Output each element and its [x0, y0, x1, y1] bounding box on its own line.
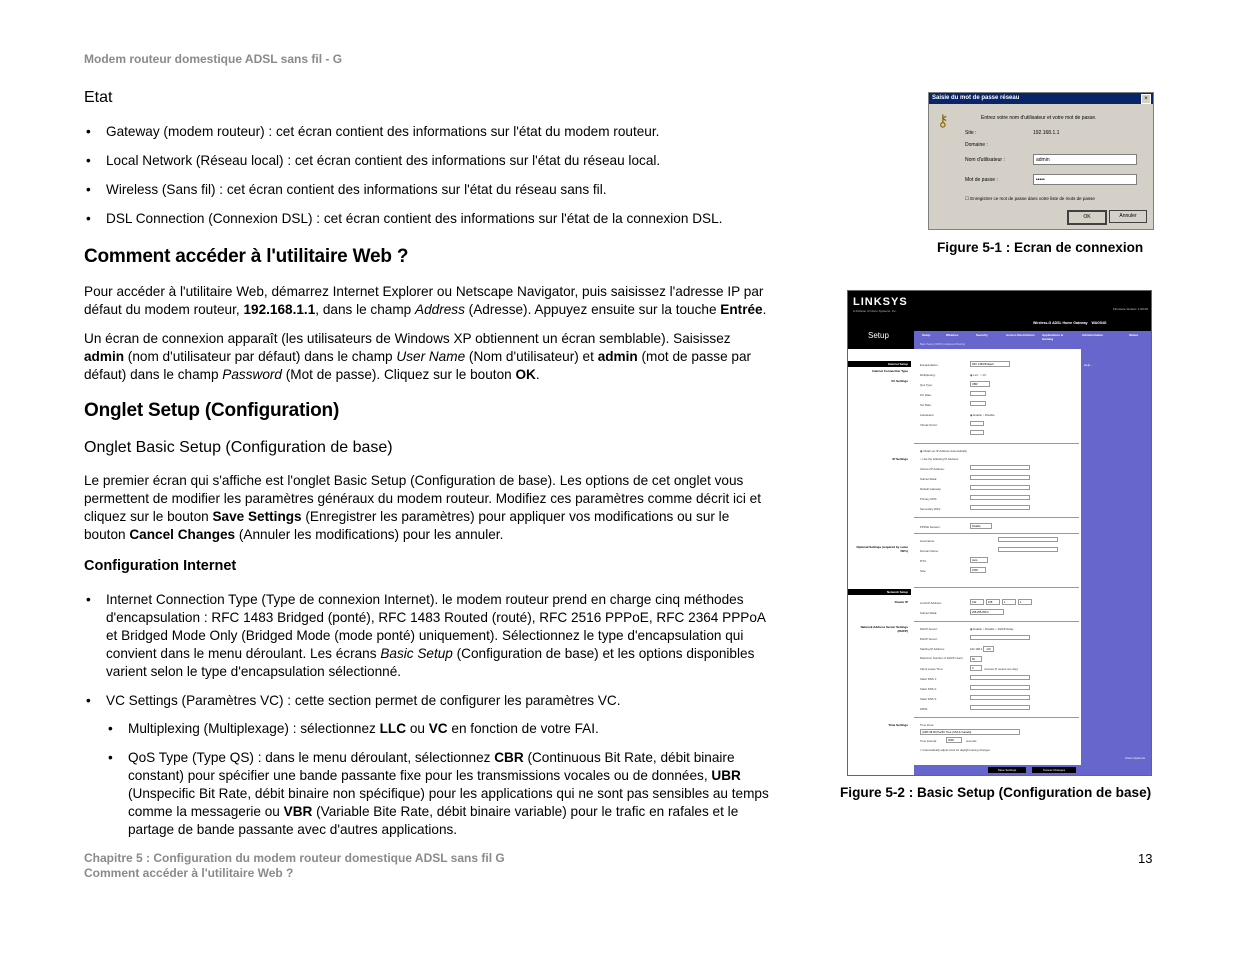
text-run: . — [535, 367, 540, 382]
field-primary-dns: Primary DNS: — [920, 497, 938, 501]
field-local-ip: Local IP Address: — [920, 601, 942, 605]
text-run: (Nom d'utilisateur) et — [465, 349, 598, 364]
divider — [914, 443, 1079, 444]
bullet-vc-settings: • VC Settings (Paramètres VC) : cette section permet de configurer les paramètres VC. — [84, 692, 774, 710]
host-name-input[interactable] — [998, 537, 1058, 542]
field-pppoe-session: PPPoE Session: — [920, 525, 941, 529]
divider — [914, 621, 1079, 622]
scr-rate-input[interactable] — [970, 401, 986, 406]
field-subnet-mask: Subnet Mask: — [920, 477, 938, 481]
field-pcr-rate: Pcr Rate: — [920, 393, 932, 397]
tab-status[interactable]: Status — [1129, 333, 1139, 337]
section-network-setup: Network Setup — [848, 589, 911, 595]
starting-ip-input[interactable]: 100 — [983, 646, 994, 652]
dialog-prompt: Entrez votre nom d'utilisateur et votre mot de passe. — [981, 115, 1097, 121]
divider — [914, 717, 1079, 718]
figure-2-caption: Figure 5-2 : Basic Setup (Configuration de base) — [840, 785, 1152, 800]
auto-clock-checkbox[interactable]: ☐ Automatically adjust clock for daylight saving changes — [920, 748, 990, 752]
local-ip-octet-4[interactable]: 1 — [1018, 599, 1032, 605]
bullet-qos-type — [106, 749, 774, 839]
field-host-name: Host Name: — [920, 539, 935, 543]
option-cbr: CBR — [494, 750, 524, 765]
field-domain-name: Domain Name: — [920, 549, 939, 553]
option-llc: LLC — [379, 721, 407, 736]
lease-time-input[interactable]: 0 — [970, 665, 982, 671]
username-label: Nom d'utilisateur : — [965, 157, 1005, 163]
internet-config-heading: Configuration Internet — [84, 558, 237, 574]
default-ip-address: 192.168.1.1 — [243, 302, 316, 317]
password-label: Mot de passe : — [965, 177, 998, 183]
label-connection-type: Internet Connection Type — [872, 369, 908, 373]
setup-nav-bar — [848, 319, 1151, 349]
text-run: Multiplexing (Multiplexage) : sélectionnez — [128, 721, 380, 736]
key-icon: ⚷ — [937, 113, 949, 130]
bullet-connection-type — [84, 591, 774, 681]
max-users-input[interactable]: 50 — [970, 656, 982, 662]
field-size: Size: — [920, 569, 927, 573]
setup-header — [848, 291, 1151, 319]
password-input[interactable]: ••••• — [1033, 174, 1137, 185]
field-name-password: Password — [222, 367, 282, 382]
username-input[interactable]: admin — [1033, 154, 1137, 165]
subnet-mask-input[interactable] — [970, 475, 1030, 480]
text-run: Un écran de connexion apparaît (les utilisateurs de Windows XP obtiennent un écran semblable). Saisissez — [84, 331, 731, 346]
figure-1-caption: Figure 5-1 : Ecran de connexion — [937, 240, 1144, 255]
text-run: (Unspecific Bit Rate, débit binaire non spécifique) pour les applications qui ne sont pas sensibles au temps comme la messagerie ou — [128, 786, 769, 819]
text-run: , dans le champ — [315, 302, 416, 317]
local-ip-octet-3[interactable]: 1 — [1002, 599, 1016, 605]
logo-subtitle: A Division of Cisco Systems, Inc. — [853, 309, 897, 313]
model-label: WAG54G — [1091, 321, 1107, 325]
bullet-multiplexing — [106, 720, 774, 738]
setup-heading: Onglet Setup (Configuration) — [84, 400, 340, 421]
section-title: Setup — [868, 331, 889, 340]
divider — [914, 517, 1079, 518]
time-zone-select[interactable]: (GMT-08:00) Pacific Time (USA & Canada) — [920, 729, 1020, 735]
internet-bullet-list — [84, 591, 774, 721]
product-name — [1033, 321, 1107, 325]
text-run: (Variable Bite Rate, débit binaire variable) pour le trafic en rafales et le partage de bande passante avec d'autres applications. — [128, 804, 739, 837]
field-internet-ip: Internet IP Address: — [920, 467, 945, 471]
option-vc: VC — [428, 721, 448, 736]
tab-wireless[interactable]: Wireless — [946, 333, 959, 337]
cancel-button[interactable]: Annuler — [1109, 210, 1147, 223]
footer-chapter: Chapitre 5 : Configuration du modem routeur domestique ADSL sans fil G — [84, 851, 505, 865]
field-scr-rate: Scr Rate: — [920, 403, 932, 407]
text-run: Pour accéder à l'utilitaire Web, démarrez Internet Explorer ou Netscape Navigator, puis saisissez l'adresse IP par défaut du modem routeur, — [84, 284, 764, 317]
access-paragraph-1 — [84, 283, 774, 319]
size-input[interactable]: 1500 — [970, 567, 986, 573]
static-ip-label: Use the following IP Address: — [922, 457, 959, 461]
close-icon[interactable]: × — [1141, 94, 1151, 104]
save-password-label: Enregistrer ce mot de passe dans votre liste de mots de passe — [970, 196, 1095, 201]
dhcp-radios[interactable]: ◉ Enable ○ Disable ○ DHCP Relay — [970, 627, 1014, 631]
product-label: Wireless-G ADSL Home Gateway — [1033, 321, 1088, 325]
etat-bullet-dsl: • DSL Connection (Connexion DSL) : cet écran contient des informations sur l'état de la connexion DSL. — [84, 210, 774, 228]
etat-bullet-list — [84, 123, 774, 239]
label-dhcp: Network Address Server Settings (DHCP) — [860, 625, 908, 633]
local-subnet-select[interactable]: 255.255.255.0 — [970, 609, 1004, 615]
time-interval-unit: seconds — [966, 739, 977, 743]
field-virtual-circuit: Virtual Circuit: — [920, 423, 938, 427]
site-label: Site : — [965, 130, 977, 136]
pcr-rate-input[interactable] — [970, 391, 986, 396]
option-ubr: UBR — [711, 768, 741, 783]
section-internet-setup: Internet Setup — [848, 361, 911, 367]
text-run: (mot de passe par défaut) dans le champ — [84, 349, 752, 382]
basic-setup-figure — [847, 290, 1152, 776]
pppoe-select[interactable]: Disable — [970, 523, 992, 529]
login-dialog-figure — [928, 92, 1154, 230]
field-starting-ip: Starting IP Address: — [920, 647, 945, 651]
wins-input[interactable] — [970, 705, 1030, 710]
screen-name-basic-setup: Basic Setup — [380, 646, 453, 661]
etat-bullet-wireless: • Wireless (Sans fil) : cet écran contient des informations sur l'état du réseau sans fil. — [84, 181, 774, 199]
access-paragraph-2 — [84, 330, 774, 384]
page-number: 13 — [1138, 851, 1153, 866]
gateway-input[interactable] — [970, 485, 1030, 490]
tab-security[interactable]: Security — [976, 333, 988, 337]
basic-setup-heading: Onglet Basic Setup (Configuration de base) — [84, 439, 393, 456]
domain-label: Domaine : — [965, 142, 988, 148]
text-run: en fonction de votre FAI. — [447, 721, 599, 736]
save-password-checkbox[interactable]: ☐ Enregistrer ce mot de passe dans votre liste de mots de passe — [965, 196, 1095, 201]
page-footer — [84, 851, 505, 881]
field-dhcp-server-ip: DHCP Server: — [920, 637, 938, 641]
field-time-zone: Time Zone: — [920, 723, 935, 727]
label-vc-settings: VC Settings — [891, 379, 908, 383]
field-default-gateway: Default Gateway: — [920, 487, 942, 491]
label-router-ip: Router IP — [894, 600, 908, 604]
text-run: (Configuration de base) et les options disponibles varient selon le type d'encapsulation sélectionné. — [106, 646, 755, 679]
field-wins: WINS: — [920, 707, 929, 711]
button-name-cancel-changes: Cancel Changes — [129, 527, 236, 542]
footer-section: Comment accéder à l'utilitaire Web ? — [84, 866, 294, 880]
radio-static-ip[interactable]: ○ Use the following IP Address: — [920, 457, 959, 461]
label-ip-settings: IP Settings — [892, 457, 908, 461]
vci-input[interactable] — [970, 430, 984, 435]
static-dns-3-input[interactable] — [970, 695, 1030, 700]
running-header: Modem routeur domestique ADSL sans fil - G — [84, 52, 343, 66]
linksys-logo: LINKSYS — [853, 296, 908, 308]
field-multiplexing: Multiplexing: — [920, 373, 936, 377]
field-max-users: Maximum Number of DHCP Users: — [920, 656, 964, 660]
divider — [914, 587, 1079, 588]
firmware-version: Firmware Version: 1.00.00 — [1112, 307, 1148, 311]
divider — [914, 533, 1079, 534]
label-optional-settings: Optional Settings (required by some ISPs) — [856, 545, 908, 553]
field-static-dns-1: Static DNS 1: — [920, 677, 937, 681]
field-encapsulation: Encapsulation: — [920, 363, 939, 367]
default-username: admin — [84, 349, 125, 364]
key-enter: Entrée — [720, 302, 763, 317]
button-name-save-settings: Save Settings — [212, 509, 302, 524]
help-panel — [1081, 349, 1151, 775]
field-dhcp-server: DHCP Server: — [920, 627, 938, 631]
text-run: (Continuous Bit Rate, débit binaire constant) pour spécifier une bande passante fixe pour les transmissions vocales ou de données, — [128, 750, 735, 783]
site-value: 192.168.1.1 — [1033, 130, 1060, 136]
internet-ip-input[interactable] — [970, 465, 1030, 470]
starting-ip-prefix: 192.168.1. — [970, 647, 984, 651]
field-time-interval: Time Interval: — [920, 739, 937, 743]
static-dns-1-input[interactable] — [970, 675, 1030, 680]
field-qos-type: Qos Type: — [920, 383, 933, 387]
tab-setup[interactable]: Setup — [922, 333, 931, 337]
lease-time-unit: minutes (0 means one day) — [984, 667, 1018, 671]
dhcp-server-ip-input[interactable] — [970, 635, 1030, 640]
default-password: admin — [597, 349, 638, 364]
text-run: (nom d'utilisateur par défaut) dans le champ — [124, 349, 397, 364]
ok-button[interactable]: OK — [1067, 210, 1107, 225]
field-static-dns-3: Static DNS 3: — [920, 697, 937, 701]
setup-main-column — [914, 349, 1079, 775]
dialog-title: Saisie du mot de passe réseau — [929, 93, 1153, 104]
secondary-dns-input[interactable] — [970, 505, 1030, 510]
option-vbr: VBR — [283, 804, 313, 819]
field-mtu: MTU: — [920, 559, 927, 563]
tab-administration[interactable]: Administration — [1082, 333, 1104, 337]
vc-sub-bullet-list — [106, 720, 774, 850]
field-name-address: Address — [415, 302, 465, 317]
help-link[interactable]: Help... — [1084, 363, 1093, 367]
access-heading: Comment accéder à l'utilitaire Web ? — [84, 246, 409, 267]
setup-left-column — [848, 349, 911, 775]
text-run: (Enregistrer les paramètres) pour appliquer vos modifications ou sur le bouton — [84, 509, 730, 542]
main-tabs — [914, 331, 1151, 343]
etat-bullet-local-network: • Local Network (Réseau local) : cet écran contient des informations sur l'état du réseau local. — [84, 152, 774, 170]
static-dns-2-input[interactable] — [970, 685, 1030, 690]
label-time-settings: Time Settings — [888, 723, 908, 727]
save-settings-button[interactable]: Save Settings — [988, 767, 1026, 773]
text-run: QoS Type (Type QS) : dans le menu déroulant, sélectionnez — [128, 750, 495, 765]
mtu-select[interactable]: Auto — [970, 557, 988, 563]
field-local-subnet: Subnet Mask: — [920, 611, 938, 615]
qos-select[interactable]: UBR — [970, 381, 990, 387]
local-ip-octet-1[interactable]: 192 — [970, 599, 984, 605]
domain-name-input[interactable] — [998, 547, 1058, 552]
primary-dns-input[interactable] — [970, 495, 1030, 500]
text-run: . — [762, 302, 767, 317]
tab-access-restrictions[interactable]: Access Restrictions — [1006, 333, 1035, 337]
setup-footer — [914, 765, 1151, 775]
field-lease-time: Client Lease Time: — [920, 667, 944, 671]
auto-clock-label: Automatically adjust clock for daylight saving changes — [923, 748, 990, 752]
tab-applications-gaming[interactable]: Applications & Gaming — [1042, 333, 1064, 341]
vpi-input[interactable] — [970, 421, 984, 426]
button-name-ok: OK — [515, 367, 536, 382]
field-secondary-dns: Secondary DNS: — [920, 507, 941, 511]
field-autodetect: Autodetect: — [920, 413, 935, 417]
field-name-username: User Name — [396, 349, 466, 364]
text-run: (Annuler les modifications) pour les annuler. — [235, 527, 504, 542]
text-run: Internet Connection Type (Type de connexion Internet). le modem routeur prend en charge cinq méthodes d'encapsulation : RFC 1483 Bridged (ponté), RFC 1483 Routed (routé), RFC 2516 PPPoE, RFC 2364 PPPoA et Bridged Mode Only (Bridged Mode (mode ponté) uniquement). Sélectionnez le type d'encapsulation qui convient dans le menu déroulant. Les écrans — [106, 592, 766, 661]
radio-obtain-ip[interactable]: ◉ Obtain an IP Address Automatically — [920, 449, 967, 453]
text-run: (Adresse). Appuyez ensuite sur la touche — [464, 302, 721, 317]
autodetect-radios[interactable]: ◉ Enable ○ Disable — [970, 413, 995, 417]
starting-ip-value — [970, 647, 994, 651]
etat-heading: Etat — [84, 89, 113, 106]
multiplexing-radios[interactable]: ◉ LLC ○ VC — [970, 373, 987, 377]
obtain-ip-label: Obtain an IP Address Automatically — [923, 449, 967, 453]
field-static-dns-2: Static DNS 2: — [920, 687, 937, 691]
local-ip-octet-2[interactable]: 168 — [986, 599, 1000, 605]
cisco-logo: Cisco Systems — [1125, 756, 1145, 760]
text-run: Le premier écran qui s'affiche est l'onglet Basic Setup (Configuration de base). Les options de cet onglet vous permettent de modifier les paramètres généraux du modem routeur. Modifiez ces paramètres comme décrit ici et cliquez sur le bouton — [84, 473, 761, 524]
text-run: ou — [406, 721, 429, 736]
encapsulation-select[interactable]: RFC 1483 Bridged — [970, 361, 1010, 367]
sub-tabs-label: Basic Setup | DDNS | Advanced Routing — [920, 343, 965, 346]
etat-bullet-gateway: • Gateway (modem routeur) : cet écran contient des informations sur l'état du modem routeur. — [84, 123, 774, 141]
cancel-changes-button[interactable]: Cancel Changes — [1032, 767, 1076, 773]
basic-setup-paragraph — [84, 472, 774, 544]
text-run: (Mot de passe). Cliquez sur le bouton — [281, 367, 516, 382]
time-interval-input[interactable]: 3600 — [946, 737, 962, 743]
